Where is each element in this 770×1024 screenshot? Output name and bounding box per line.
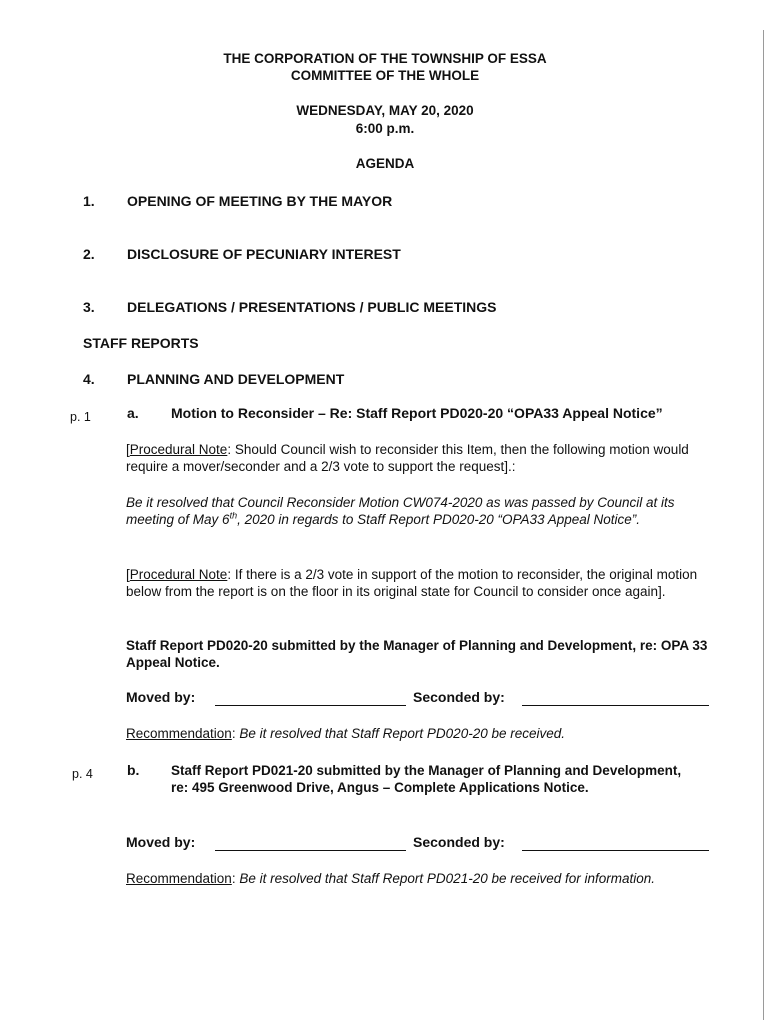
note2-text: : If there is a 2/3 vote in support of the motion to reconsider, the original motion below from the report is on the floor in its original state for Council to consider once again]. [126, 567, 698, 599]
section-3-number: 3. [83, 299, 95, 315]
section-1-title: OPENING OF MEETING BY THE MAYOR [127, 193, 393, 209]
item-b-seconded-by-label: Seconded by: [413, 834, 505, 850]
section-2-title: DISCLOSURE OF PECUNIARY INTEREST [127, 246, 401, 262]
item-a-letter: a. [127, 405, 139, 421]
resolution-pre: Be it resolved that Council Reconsider Motion CW074-2020 as was passed by Council at its meeting of May 6 [126, 495, 675, 527]
item-b-rec-label: Recommendation [126, 871, 232, 886]
item-b-seconded-by-line[interactable] [522, 850, 709, 851]
item-a-seconded-by-line[interactable] [522, 705, 709, 706]
note1-label: Procedural Note [129, 442, 228, 457]
note2-label: Procedural Note [129, 567, 228, 582]
committee-title: COMMITTEE OF THE WHOLE [290, 68, 480, 83]
item-a-rec-label: Recommendation [126, 726, 232, 741]
item-a-rec-colon: : [231, 726, 240, 741]
item-b-recommendation [126, 871, 655, 886]
item-b-page-ref: p. 4 [72, 767, 93, 781]
section-3-title: DELEGATIONS / PRESENTATIONS / PUBLIC MEETINGS [127, 299, 497, 315]
item-b-letter: b. [127, 762, 140, 778]
section-4-number: 4. [83, 371, 95, 387]
section-4-title: PLANNING AND DEVELOPMENT [127, 371, 345, 387]
staff-reports-heading: STAFF REPORTS [83, 335, 199, 351]
item-b-title: Staff Report PD021-20 submitted by the Manager of Planning and Development, re: 495 Greenwood Drive, Angus – Complete Applications Notice. [171, 763, 682, 795]
resolution-sup: th [229, 510, 238, 521]
item-b-rec-colon: : [231, 871, 240, 886]
item-a-seconded-by-label: Seconded by: [413, 689, 505, 705]
resolution-post: , 2020 in regards to Staff Report PD020-20 “OPA33 Appeal Notice”. [237, 512, 641, 527]
note2-open-bracket: [ [126, 567, 130, 582]
item-a-report-text: Staff Report PD020-20 submitted by the Manager of Planning and Development, re: OPA 33 Appeal Notice. [126, 638, 708, 670]
item-a-rec-text: Be it resolved that Staff Report PD020-20 be received. [239, 726, 566, 741]
item-a-recommendation [126, 726, 565, 741]
note1-open-bracket: [ [126, 442, 130, 457]
corporation-title: THE CORPORATION OF THE TOWNSHIP OF ESSA [223, 51, 547, 66]
item-a-title: Motion to Reconsider – Re: Staff Report PD020-20 “OPA33 Appeal Notice” [171, 405, 663, 421]
item-a-procedural-note-1 [126, 441, 716, 475]
item-b-moved-by-label: Moved by: [126, 834, 196, 850]
item-a-resolution [126, 494, 716, 528]
agenda-title: AGENDA [355, 156, 415, 171]
item-a-moved-by-label: Moved by: [126, 689, 196, 705]
meeting-time: 6:00 p.m. [355, 121, 415, 136]
item-b-rec-text: Be it resolved that Staff Report PD021-20 be received for information. [239, 871, 656, 886]
item-a-page-ref: p. 1 [70, 410, 91, 424]
item-b-moved-by-line[interactable] [215, 850, 406, 851]
item-a-procedural-note-2 [126, 566, 716, 600]
section-1-number: 1. [83, 193, 95, 209]
note1-text: : Should Council wish to reconsider this Item, then the following motion would require a mover/seconder and a 2/3 vote to support the request].: [126, 442, 689, 474]
scan-edge-line [763, 30, 764, 1020]
item-a-moved-by-line[interactable] [215, 705, 406, 706]
section-2-number: 2. [83, 246, 95, 262]
meeting-date: WEDNESDAY, MAY 20, 2020 [296, 103, 474, 118]
